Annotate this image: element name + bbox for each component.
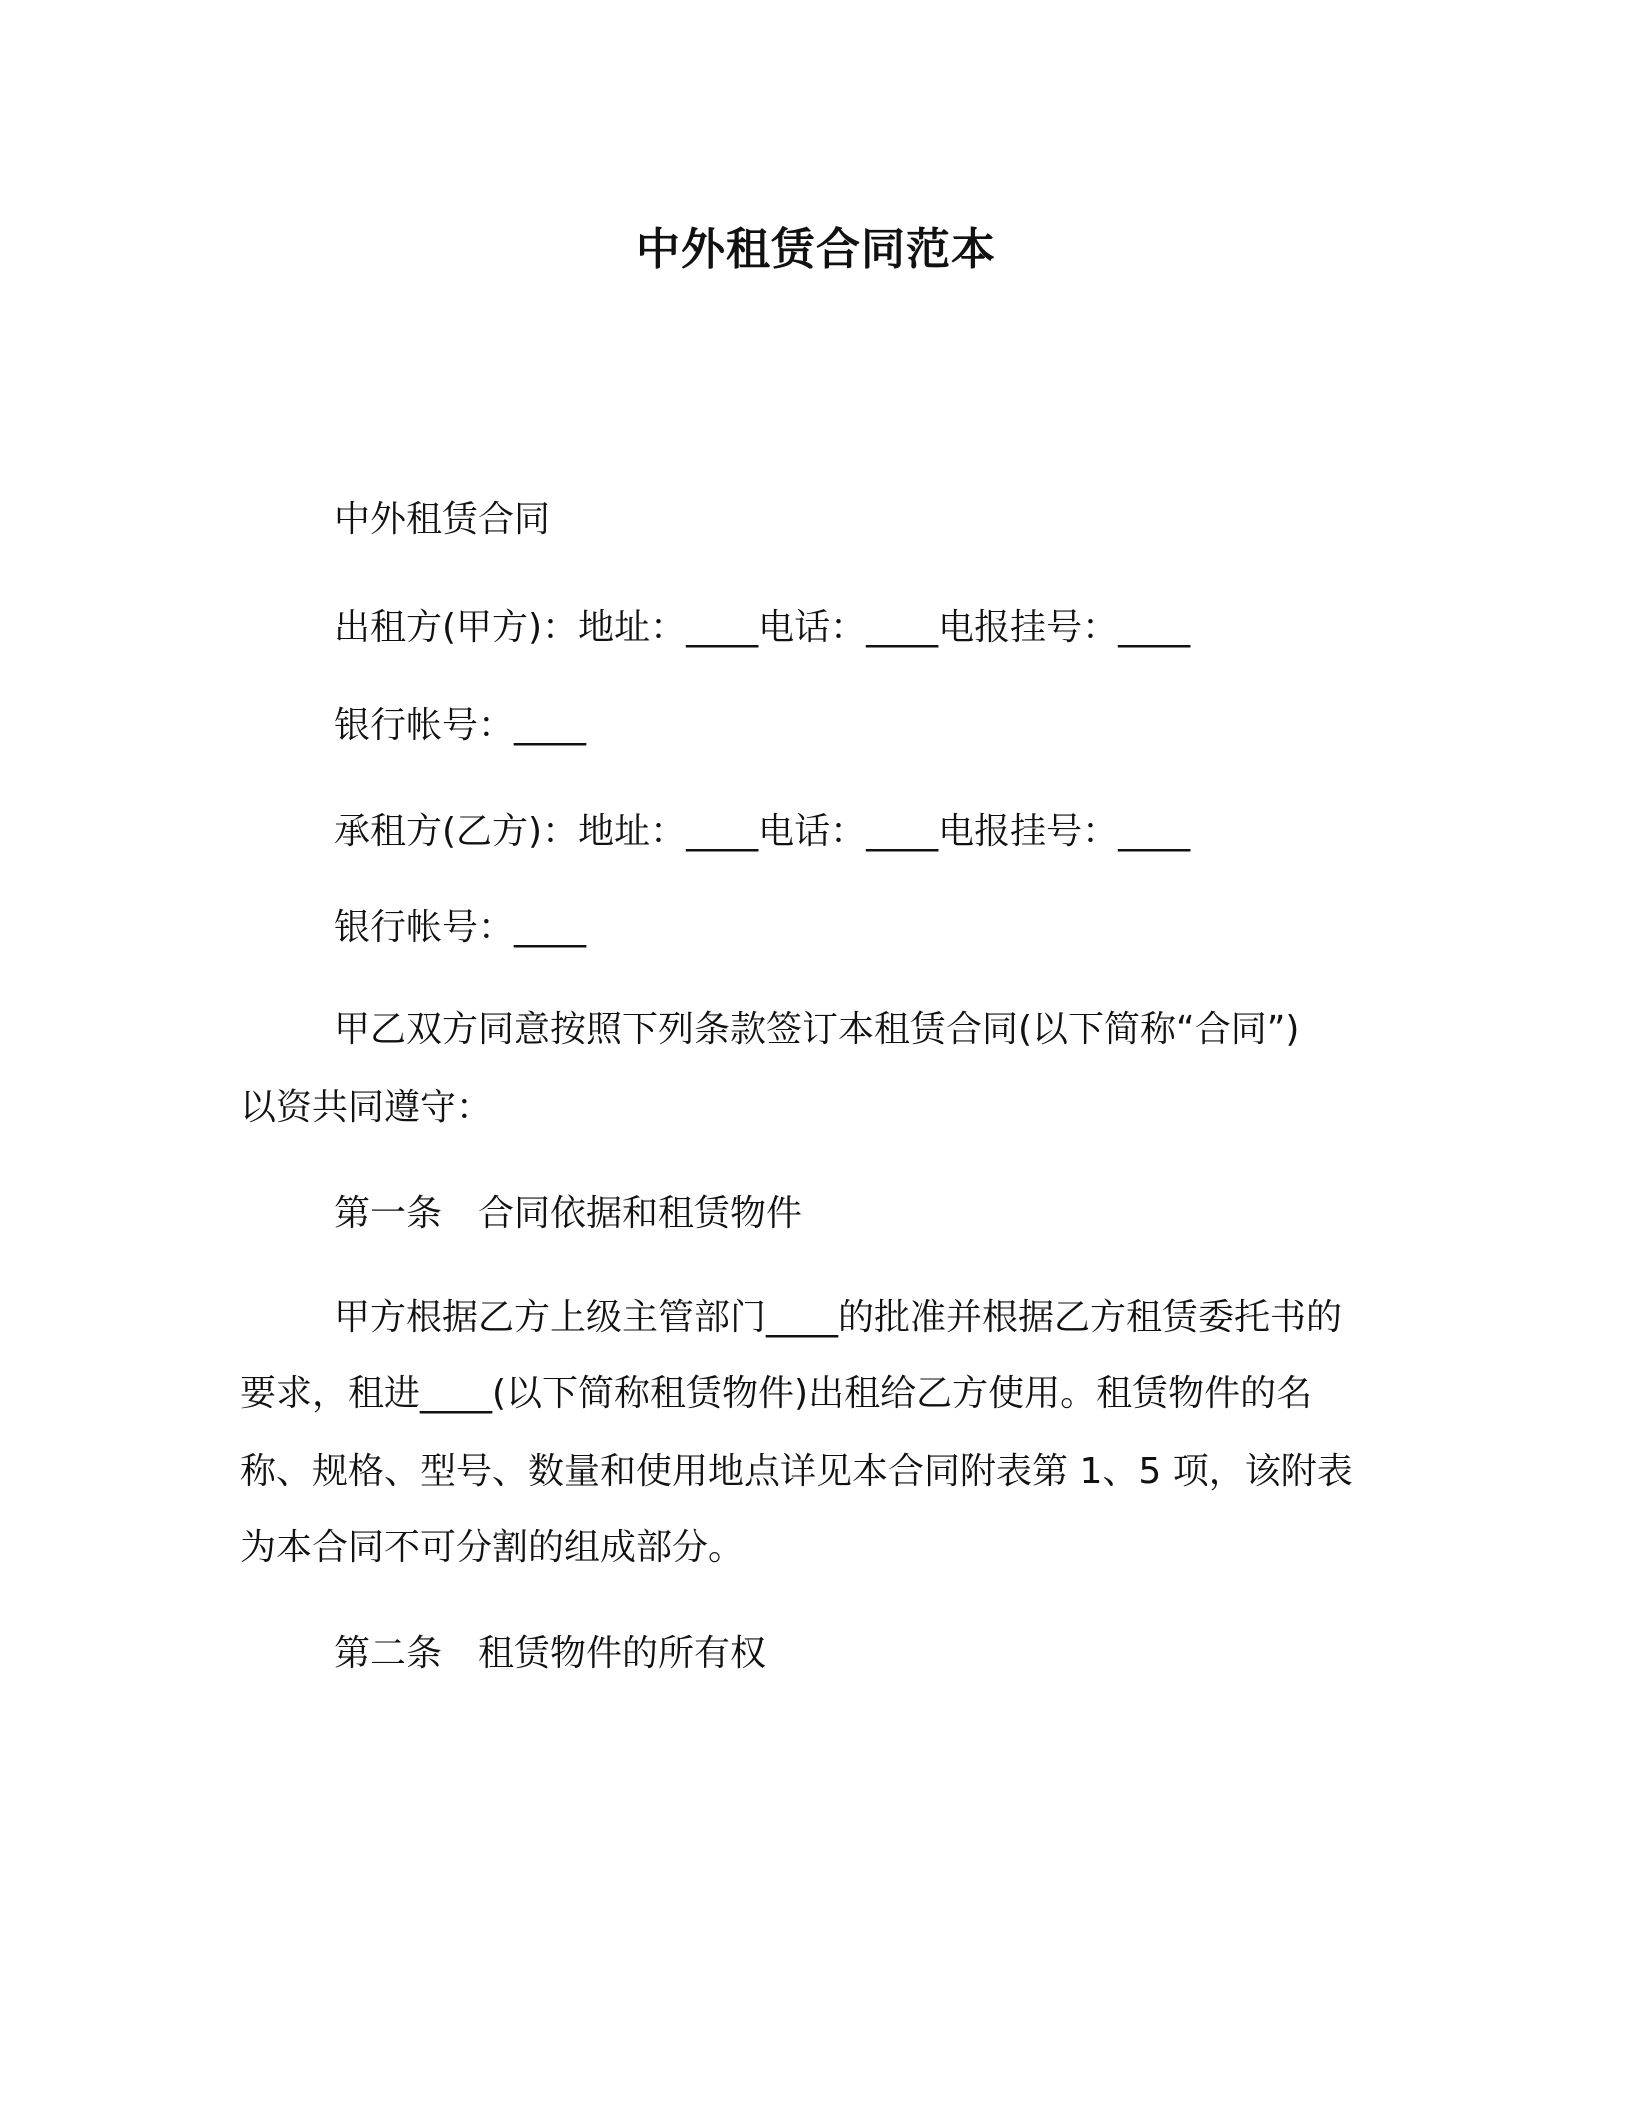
lessor-address-line: 出租方(甲方)：地址：____电话：____电报挂号：____ bbox=[334, 607, 1191, 648]
lessor-bank-line: 银行帐号：____ bbox=[334, 705, 587, 746]
lessee-bank-line: 银行帐号：____ bbox=[334, 907, 587, 948]
contract-heading: 中外租赁合同 bbox=[334, 499, 551, 540]
article-one-paragraph-line-1: 甲方根据乙方上级主管部门____的批准并根据乙方租赁委托书的 bbox=[334, 1297, 1343, 1338]
page-title: 中外租赁合同范本 bbox=[636, 224, 996, 275]
article-two-heading: 第二条 租赁物件的所有权 bbox=[334, 1633, 767, 1674]
article-one-paragraph-line-3: 称、规格、型号、数量和使用地点详见本合同附表第 1、5 项，该附表 bbox=[240, 1451, 1353, 1492]
agreement-paragraph-line-2: 以资共同遵守： bbox=[240, 1087, 493, 1128]
article-one-paragraph-line-4: 为本合同不可分割的组成部分。 bbox=[240, 1527, 745, 1568]
article-one-paragraph-line-2: 要求，租进____(以下简称租赁物件)出租给乙方使用。租赁物件的名 bbox=[240, 1373, 1313, 1414]
article-one-heading: 第一条 合同依据和租赁物件 bbox=[334, 1193, 803, 1234]
lessee-address-line: 承租方(乙方)：地址：____电话：____电报挂号：____ bbox=[334, 811, 1191, 852]
agreement-paragraph-line-1: 甲乙双方同意按照下列条款签订本租赁合同(以下简称“合同”) bbox=[334, 1009, 1300, 1050]
